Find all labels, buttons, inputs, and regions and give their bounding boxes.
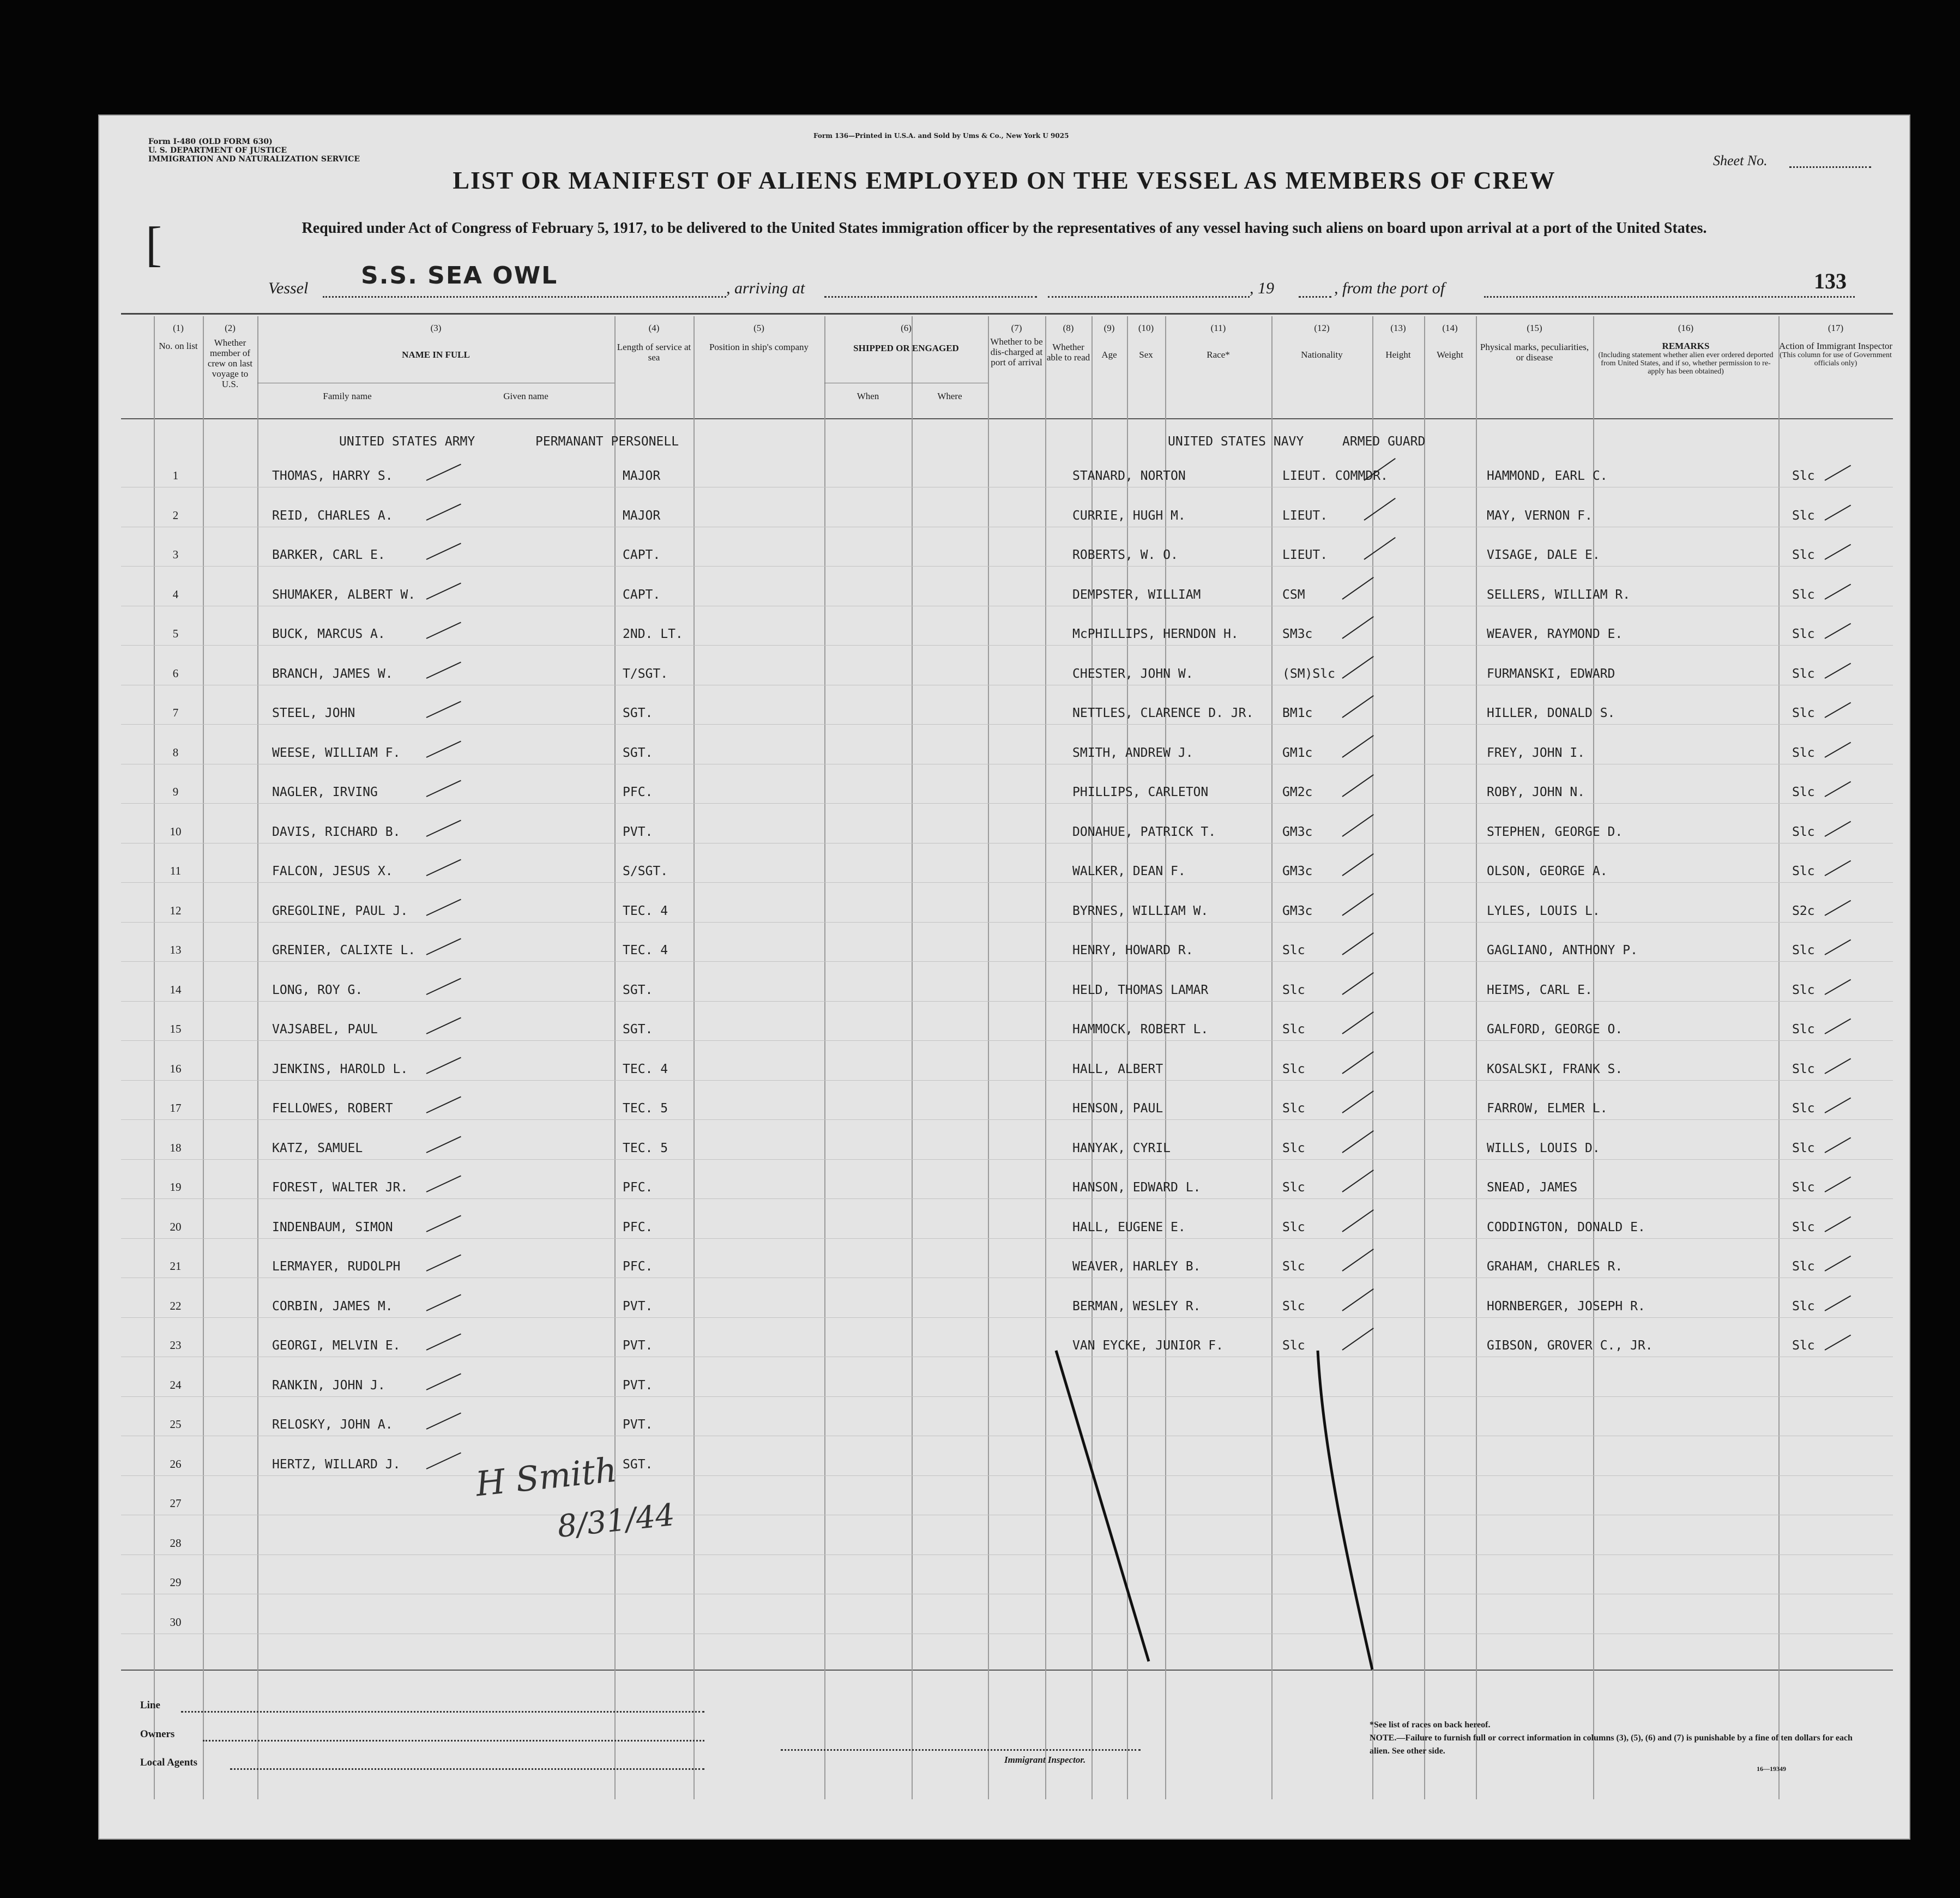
row-number: 10	[170, 825, 182, 838]
army-crew-name: HERTZ, WILLARD J.	[272, 1457, 401, 1472]
crew-rating-continued: Slc	[1792, 1141, 1815, 1155]
army-crew-rank: PVT.	[623, 1418, 653, 1432]
navy-crew-rank: GM1c	[1282, 746, 1313, 760]
army-crew-rank: SGT.	[623, 1457, 653, 1472]
crew-name-continued: SELLERS, WILLIAM R.	[1487, 588, 1631, 602]
navy-crew-name: NETTLES, CLARENCE D. JR.	[1072, 706, 1254, 720]
army-crew-name: FELLOWES, ROBERT	[272, 1101, 393, 1116]
navy-crew-rank: BM1c	[1282, 706, 1313, 720]
navy-crew-name: PHILLIPS, CARLETON	[1072, 785, 1209, 799]
crew-name-continued: HAMMOND, EARL C.	[1487, 469, 1608, 483]
sheet-number-label: Sheet No.	[1713, 153, 1768, 168]
crew-name-continued: GRAHAM, CHARLES R.	[1487, 1260, 1623, 1274]
crew-name-continued: ROBY, JOHN N.	[1487, 785, 1585, 799]
crew-rating-continued: Slc	[1792, 509, 1815, 523]
army-crew-rank: SGT.	[623, 983, 653, 997]
page-subtitle: Required under Act of Congress of February 5, 1917, to be delivered to the United States immigration officer by the representatives of any vessel having such aliens on board upon arrival at a port of the United States.	[301, 220, 1707, 237]
row-number: 13	[170, 943, 182, 956]
navy-crew-rank: LIEUT. COMMDR.	[1282, 469, 1388, 483]
navy-crew-rank: Slc	[1282, 1339, 1305, 1353]
col-12-header: (12) Nationality	[1301, 323, 1343, 360]
row-number: 17	[170, 1101, 182, 1114]
navy-crew-name: HENRY, HOWARD R.	[1072, 943, 1193, 957]
col-11-header: (11) Race*	[1207, 323, 1230, 360]
army-crew-name: WEESE, WILLIAM F.	[272, 746, 401, 760]
army-crew-name: DAVIS, RICHARD B.	[272, 825, 401, 839]
navy-crew-name: HALL, ALBERT	[1072, 1062, 1163, 1076]
col-10-header: (10) Sex	[1138, 323, 1154, 360]
crew-name-continued: HEIMS, CARL E.	[1487, 983, 1593, 997]
inspector-field	[781, 1749, 1141, 1751]
service-name: IMMIGRATION AND NATURALIZATION SERVICE	[148, 155, 360, 164]
navy-crew-rank: LIEUT.	[1282, 509, 1328, 523]
col-3-header: (3) NAME IN FULL	[402, 323, 470, 360]
crew-rating-continued: Slc	[1792, 746, 1815, 760]
army-crew-name: RANKIN, JOHN J.	[272, 1378, 385, 1393]
crew-name-continued: WILLS, LOUIS D.	[1487, 1141, 1600, 1155]
crew-rating-continued: Slc	[1792, 667, 1815, 681]
navy-crew-name: BERMAN, WESLEY R.	[1072, 1299, 1201, 1313]
army-crew-rank: MAJOR	[623, 469, 661, 483]
army-crew-rank: SGT.	[623, 1022, 653, 1037]
army-crew-name: REID, CHARLES A.	[272, 509, 393, 523]
crew-name-continued: HILLER, DONALD S.	[1487, 706, 1615, 720]
army-crew-rank: TEC. 4	[623, 904, 668, 918]
crew-name-continued: FURMANSKI, EDWARD	[1487, 667, 1615, 681]
family-name-header: Family name	[323, 391, 372, 401]
navy-crew-name: CURRIE, HUGH M.	[1072, 509, 1186, 523]
crew-rating-continued: Slc	[1792, 1022, 1815, 1037]
crew-rating-continued: Slc	[1792, 706, 1815, 720]
navy-crew-rank: Slc	[1282, 983, 1305, 997]
crew-rating-continued: Slc	[1792, 1180, 1815, 1195]
crew-name-continued: WEAVER, RAYMOND E.	[1487, 627, 1623, 641]
row-number: 19	[170, 1180, 182, 1194]
row-number: 22	[170, 1299, 182, 1312]
inspector-signature: H Smith	[473, 1449, 619, 1504]
navy-crew-name: HALL, EUGENE E.	[1072, 1220, 1186, 1234]
navy-crew-name: WEAVER, HARLEY B.	[1072, 1260, 1201, 1274]
navy-crew-rank: CSM	[1282, 588, 1305, 602]
crew-rating-continued: Slc	[1792, 548, 1815, 562]
army-crew-rank: SGT.	[623, 746, 653, 760]
row-number: 18	[170, 1141, 182, 1154]
navy-crew-rank: Slc	[1282, 1299, 1305, 1313]
form-number: Form I-480 (OLD FORM 630)	[148, 137, 273, 146]
row-number: 3	[172, 548, 179, 561]
crew-name-continued: CODDINGTON, DONALD E.	[1487, 1220, 1645, 1234]
row-number: 30	[170, 1616, 182, 1629]
army-crew-rank: PFC.	[623, 785, 653, 799]
owners-field	[203, 1739, 704, 1742]
page-title: LIST OR MANIFEST OF ALIENS EMPLOYED ON THE VESSEL AS MEMBERS OF CREW	[453, 166, 1556, 194]
crew-name-continued: HORNBERGER, JOSEPH R.	[1487, 1299, 1645, 1313]
army-crew-name: KATZ, SAMUEL	[272, 1141, 363, 1155]
army-crew-name: LERMAYER, RUDOLPH	[272, 1260, 401, 1274]
col-16-header: (16) REMARKS (Including statement whether alien ever ordered deported from United States, and if so, whether permission to re-apply has been obtained)	[1598, 323, 1774, 376]
army-crew-rank: TEC. 4	[623, 1062, 668, 1076]
crew-rating-continued: Slc	[1792, 1299, 1815, 1313]
navy-crew-name: HELD, THOMAS LAMAR	[1072, 983, 1209, 997]
row-number: 7	[172, 706, 179, 719]
signature-date: 8/31/44	[556, 1497, 677, 1545]
when-header: When	[857, 391, 879, 401]
where-header: Where	[937, 391, 962, 401]
penalty-note: NOTE.—Failure to furnish full or correct information in columns (3), (5), (6) and (7) is punishable by a fine of ten dollars for each alien. See other side.	[1370, 1733, 1853, 1756]
navy-crew-name: VAN EYCKE, JUNIOR F.	[1072, 1339, 1223, 1353]
row-number: 8	[172, 746, 179, 759]
navy-crew-name: STANARD, NORTON	[1072, 469, 1186, 483]
navy-crew-name: ROBERTS, W. O.	[1072, 548, 1178, 562]
row-number: 25	[170, 1418, 182, 1431]
navy-crew-rank: Slc	[1282, 1260, 1305, 1274]
army-crew-rank: T/SGT.	[623, 667, 668, 681]
arriving-label: , arriving at	[726, 279, 805, 297]
crew-rating-continued: Slc	[1792, 588, 1815, 602]
navy-crew-name: HANSON, EDWARD L.	[1072, 1180, 1201, 1195]
row-number: 14	[170, 983, 182, 996]
army-crew-rank: 2ND. LT.	[623, 627, 683, 641]
navy-section-header: UNITED STATES NAVY	[1168, 435, 1304, 449]
crew-rating-continued: Slc	[1792, 825, 1815, 839]
army-crew-name: JENKINS, HAROLD L.	[272, 1062, 408, 1076]
given-name-header: Given name	[503, 391, 548, 401]
agents-label: Local Agents	[140, 1757, 198, 1768]
col-1-header: (1) No. on list	[159, 323, 198, 351]
printer-note: Form 136—Printed in U.S.A. and Sold by Ums & Co., New York U 9025	[813, 132, 1069, 140]
row-number: 24	[170, 1378, 182, 1391]
crew-name-continued: FARROW, ELMER L.	[1487, 1101, 1608, 1116]
row-number: 27	[170, 1497, 182, 1510]
army-crew-rank: MAJOR	[623, 509, 661, 523]
navy-crew-rank: SM3c	[1282, 627, 1313, 641]
army-section-header: UNITED STATES ARMY	[339, 435, 475, 449]
col-4-header: (4) Length of service at sea	[617, 323, 691, 363]
row-number: 21	[170, 1260, 182, 1273]
row-number: 11	[170, 864, 182, 877]
navy-crew-rank: (SM)Slc	[1282, 667, 1335, 681]
row-number: 29	[170, 1576, 182, 1589]
col-5-header: (5) Position in ship's company	[709, 323, 809, 352]
crew-name-continued: VISAGE, DALE E.	[1487, 548, 1600, 562]
army-crew-name: FOREST, WALTER JR.	[272, 1180, 408, 1195]
crew-name-continued: FREY, JOHN I.	[1487, 746, 1585, 760]
col-9-header: (9) Age	[1101, 323, 1117, 360]
army-crew-rank: PVT.	[623, 1299, 653, 1313]
row-number: 23	[170, 1339, 182, 1352]
navy-crew-rank: LIEUT.	[1282, 548, 1328, 562]
row-number: 2	[172, 509, 179, 522]
navy-crew-name: SMITH, ANDREW J.	[1072, 746, 1193, 760]
army-crew-rank: PFC.	[623, 1180, 653, 1195]
crew-name-continued: GIBSON, GROVER C., JR.	[1487, 1339, 1653, 1353]
col-7-header: (7) Whether to be dis-charged at port of arrival	[990, 323, 1043, 367]
army-crew-name: RELOSKY, JOHN A.	[272, 1418, 393, 1432]
crew-rating-continued: Slc	[1792, 785, 1815, 799]
strike-marks	[99, 116, 1909, 1839]
navy-crew-rank: Slc	[1282, 1062, 1305, 1076]
row-number: 4	[172, 588, 179, 601]
manifest-sheet	[98, 115, 1910, 1840]
col-13-header: (13) Height	[1385, 323, 1411, 360]
navy-crew-rank: GM3c	[1282, 825, 1313, 839]
army-crew-rank: PVT.	[623, 825, 653, 839]
navy-crew-rank: Slc	[1282, 1141, 1305, 1155]
page-number: 133	[1814, 269, 1847, 293]
row-number: 26	[170, 1457, 182, 1471]
owners-label: Owners	[140, 1728, 175, 1740]
navy-crew-rank: Slc	[1282, 943, 1305, 957]
crew-rating-continued: Slc	[1792, 1339, 1815, 1353]
crew-name-continued: MAY, VERNON F.	[1487, 509, 1593, 523]
vessel-name: S.S. SEA OWL	[361, 262, 558, 290]
navy-crew-name: HENSON, PAUL	[1072, 1101, 1163, 1116]
navy-crew-rank: GM3c	[1282, 864, 1313, 878]
crew-rating-continued: Slc	[1792, 1220, 1815, 1234]
army-crew-rank: CAPT.	[623, 588, 661, 602]
crew-name-continued: OLSON, GEORGE A.	[1487, 864, 1608, 878]
row-number: 5	[172, 627, 179, 640]
crew-name-continued: LYLES, LOUIS L.	[1487, 904, 1600, 918]
navy-crew-name: WALKER, DEAN F.	[1072, 864, 1186, 878]
army-crew-rank: TEC. 5	[623, 1101, 668, 1116]
from-port-label: , from the port of	[1334, 279, 1445, 297]
bracket-mark: [	[146, 218, 162, 272]
department-name: U. S. DEPARTMENT OF JUSTICE	[148, 146, 287, 155]
navy-crew-rank: Slc	[1282, 1022, 1305, 1037]
crew-rating-continued: Slc	[1792, 627, 1815, 641]
crew-rating-continued: Slc	[1792, 864, 1815, 878]
navy-crew-name: HAMMOCK, ROBERT L.	[1072, 1022, 1209, 1037]
row-number: 6	[172, 667, 179, 680]
army-crew-rank: SGT.	[623, 706, 653, 720]
army-crew-name: VAJSABEL, PAUL	[272, 1022, 378, 1037]
crew-name-continued: GALFORD, GEORGE O.	[1487, 1022, 1623, 1037]
row-number: 1	[172, 469, 179, 482]
crew-rating-continued: Slc	[1792, 983, 1815, 997]
army-crew-name: GRENIER, CALIXTE L.	[272, 943, 416, 957]
army-crew-rank: PFC.	[623, 1220, 653, 1234]
army-crew-rank: PFC.	[623, 1260, 653, 1274]
crew-rating-continued: Slc	[1792, 943, 1815, 957]
army-crew-name: BRANCH, JAMES W.	[272, 667, 393, 681]
crew-rating-continued: S2c	[1792, 904, 1815, 918]
col-14-header: (14) Weight	[1437, 323, 1463, 360]
army-crew-name: FALCON, JESUS X.	[272, 864, 393, 878]
crew-name-continued: KOSALSKI, FRANK S.	[1487, 1062, 1623, 1076]
crew-name-continued: GAGLIANO, ANTHONY P.	[1487, 943, 1638, 957]
navy-crew-name: McPHILLIPS, HERNDON H.	[1072, 627, 1239, 641]
army-crew-rank: TEC. 5	[623, 1141, 668, 1155]
navy-crew-rank: GM3c	[1282, 904, 1313, 918]
navy-crew-name: DEMPSTER, WILLIAM	[1072, 588, 1201, 602]
army-crew-name: BARKER, CARL E.	[272, 548, 385, 562]
row-number: 15	[170, 1022, 182, 1035]
col-2-header: (2) Whether member of crew on last voyage to U.S.	[207, 323, 253, 389]
army-crew-name: INDENBAUM, SIMON	[272, 1220, 393, 1234]
navy-section-subheader: ARMED GUARD	[1342, 435, 1426, 449]
vessel-label: Vessel	[268, 279, 309, 297]
army-crew-name: LONG, ROY G.	[272, 983, 363, 997]
crew-rating-continued: Slc	[1792, 1062, 1815, 1076]
army-section-subheader: PERMANANT PERSONELL	[535, 435, 679, 449]
army-crew-name: GEORGI, MELVIN E.	[272, 1339, 401, 1353]
navy-crew-rank: Slc	[1282, 1220, 1305, 1234]
agents-field	[230, 1768, 704, 1770]
army-crew-name: CORBIN, JAMES M.	[272, 1299, 393, 1313]
navy-crew-rank: Slc	[1282, 1101, 1305, 1116]
army-crew-rank: TEC. 4	[623, 943, 668, 957]
crew-name-continued: STEPHEN, GEORGE D.	[1487, 825, 1623, 839]
line-field	[181, 1710, 704, 1713]
row-number: 16	[170, 1062, 182, 1075]
army-crew-rank: PVT.	[623, 1378, 653, 1393]
crew-rating-continued: Slc	[1792, 1101, 1815, 1116]
races-note: *See list of races on back hereof.	[1370, 1720, 1491, 1730]
row-number: 12	[170, 904, 182, 917]
col-8-header: (8) Whether able to read	[1046, 323, 1090, 363]
col-17-header: (17) Action of Immigrant Inspector (This column for use of Government officials only)	[1778, 323, 1893, 367]
army-crew-rank: CAPT.	[623, 548, 661, 562]
navy-crew-name: CHESTER, JOHN W.	[1072, 667, 1193, 681]
army-crew-name: THOMAS, HARRY S.	[272, 469, 393, 483]
navy-crew-rank: Slc	[1282, 1180, 1305, 1195]
navy-crew-name: DONAHUE, PATRICK T.	[1072, 825, 1216, 839]
col-15-header: (15) Physical marks, peculiarities, or disease	[1480, 323, 1589, 363]
army-crew-name: GREGOLINE, PAUL J.	[272, 904, 408, 918]
row-number: 28	[170, 1537, 182, 1550]
line-label: Line	[140, 1700, 160, 1711]
form-code: 16—19349	[1757, 1765, 1786, 1773]
row-number: 9	[172, 785, 179, 798]
army-crew-rank: S/SGT.	[623, 864, 668, 878]
row-number: 20	[170, 1220, 182, 1233]
army-crew-name: STEEL, JOHN	[272, 706, 355, 720]
crew-name-continued: SNEAD, JAMES	[1487, 1180, 1578, 1195]
year-label: , 19	[1250, 279, 1274, 297]
crew-rating-continued: Slc	[1792, 1260, 1815, 1274]
army-crew-name: NAGLER, IRVING	[272, 785, 378, 799]
navy-crew-name: HANYAK, CYRIL	[1072, 1141, 1171, 1155]
army-crew-rank: PVT.	[623, 1339, 653, 1353]
inspector-label: Immigrant Inspector.	[1004, 1755, 1086, 1765]
army-crew-name: SHUMAKER, ALBERT W.	[272, 588, 416, 602]
navy-crew-rank: GM2c	[1282, 785, 1313, 799]
army-crew-name: BUCK, MARCUS A.	[272, 627, 385, 641]
crew-rating-continued: Slc	[1792, 469, 1815, 483]
col-6-header: (6) SHIPPED OR ENGAGED	[853, 323, 959, 353]
navy-crew-name: BYRNES, WILLIAM W.	[1072, 904, 1209, 918]
